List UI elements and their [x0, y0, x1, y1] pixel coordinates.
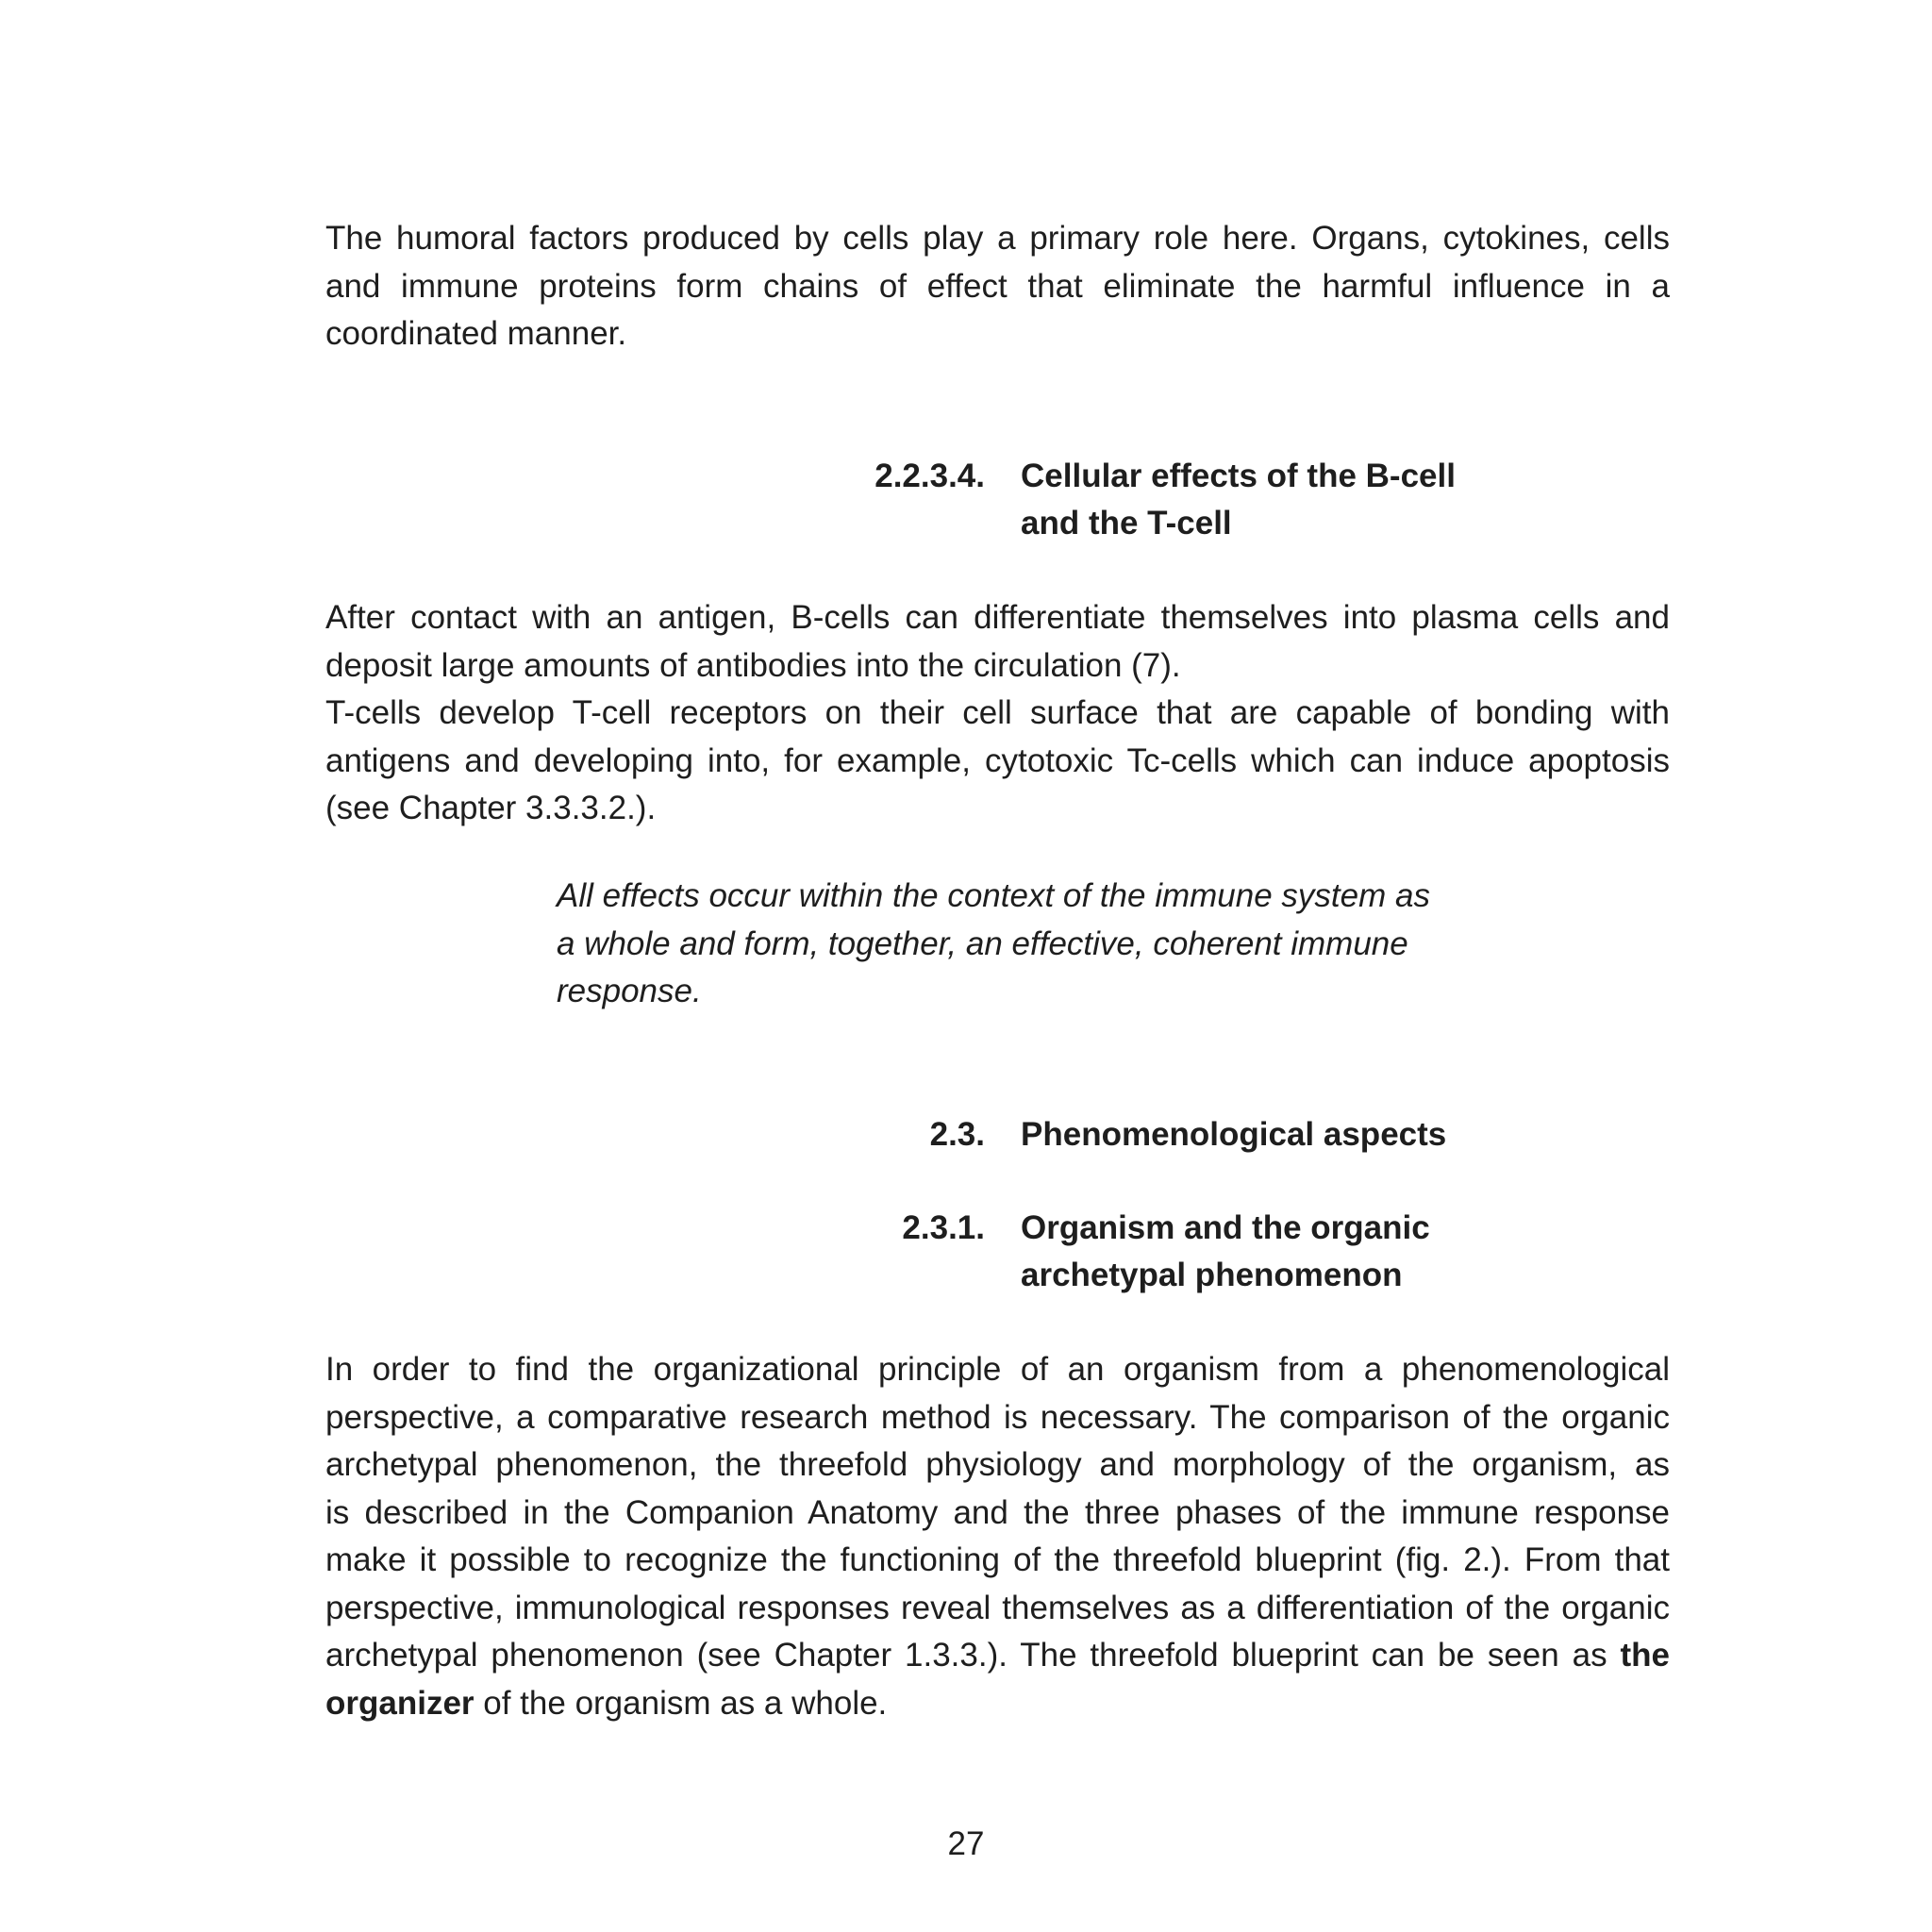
bcell-paragraph [325, 594, 1670, 690]
text-line: antigens and developing into, for example, cytotoxic Tc-cells which can induce apoptosis [325, 741, 1670, 779]
text-line: deposit large amounts of antibodies into the circulation (7). [325, 646, 1181, 684]
text-line: is described in the Companion Anatomy and the three phases of the immune response [325, 1493, 1670, 1531]
text-line [325, 1680, 1670, 1728]
text-line: perspective, a comparative research method is necessary. The comparison of the organic [325, 1398, 1670, 1436]
text-span: archetypal phenomenon (see Chapter 1.3.3.). The threefold blueprint can be seen as [325, 1637, 1621, 1674]
text-line: make it possible to recognize the functioning of the threefold blueprint (fig. 2.). From that [325, 1541, 1670, 1578]
text-line: T-cells develop T-cell receptors on their cell surface that are capable of bonding with [325, 694, 1670, 731]
text-line: and immune proteins form chains of effect that eliminate the harmful influence in a [325, 267, 1670, 305]
bold-text: the [1620, 1637, 1670, 1674]
italic-note [557, 873, 1500, 1016]
section-number: 2.3.1. [902, 1209, 985, 1246]
text-span: of the organism as a whole. [474, 1684, 888, 1722]
section-title: Cellular effects of the B-cell [1021, 458, 1456, 494]
text-line: In order to find the organizational principle of an organism from a phenomenological [325, 1351, 1670, 1388]
bold-text: organizer [325, 1684, 475, 1722]
text-line: coordinated manner. [325, 315, 627, 352]
section-number: 2.2.3.4. [874, 458, 985, 494]
text-line: After contact with an antigen, B-cells can differentiate themselves into plasma cells and [325, 599, 1670, 636]
text-line: response. [557, 973, 702, 1009]
section-number: 2.3. [929, 1116, 985, 1153]
page-number: 27 [947, 1825, 985, 1862]
section-title: and the T-cell [1021, 505, 1232, 541]
text-line [325, 1632, 1670, 1680]
text-line: a whole and form, together, an effective, coherent immune [557, 924, 1408, 962]
text-line: perspective, immunological responses reveal themselves as a differentiation of the organic [325, 1589, 1670, 1626]
section-title: Organism and the organic [1021, 1209, 1430, 1246]
organizer-paragraph [325, 1346, 1670, 1727]
section-title: Phenomenological aspects [1021, 1116, 1447, 1153]
tcell-paragraph [325, 690, 1670, 833]
text-line: The humoral factors produced by cells play a primary role here. Organs, cytokines, cells [325, 220, 1670, 257]
text-line: (see Chapter 3.3.3.2.). [325, 790, 657, 826]
text-line: All effects occur within the context of the immune system as [557, 877, 1430, 914]
text-line: archetypal phenomenon, the threefold physiology and morphology of the organism, as [325, 1446, 1670, 1483]
section-title: archetypal phenomenon [1021, 1257, 1403, 1293]
intro-paragraph [325, 215, 1670, 358]
